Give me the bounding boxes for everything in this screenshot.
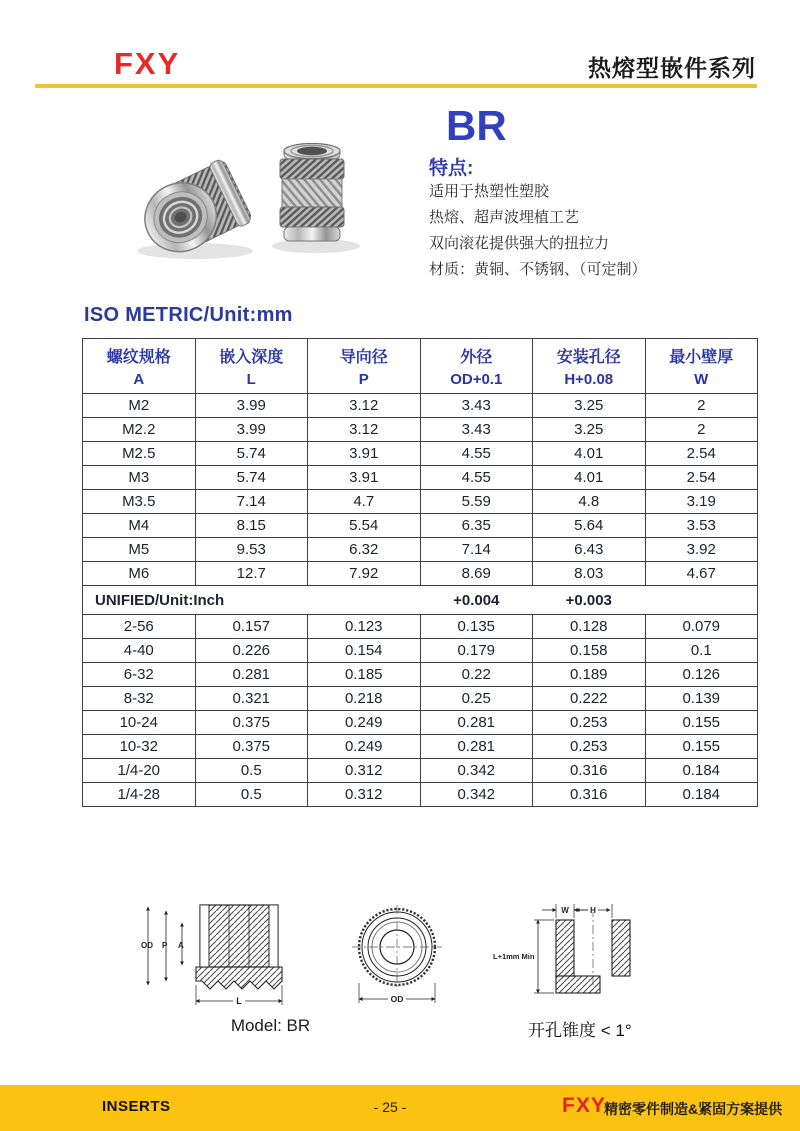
table-cell: 10-24 <box>83 711 196 735</box>
dim-label-od: OD <box>141 941 153 950</box>
table-cell: 0.342 <box>420 759 533 783</box>
feature-item: 双向滚花提供强大的扭拉力 <box>429 235 610 252</box>
table-cell: 0.218 <box>308 687 421 711</box>
drawing-caption-model: Model: BR <box>230 1016 311 1035</box>
table-row <box>83 711 758 735</box>
table-cell: 3.12 <box>308 394 421 418</box>
table-cell: 5.64 <box>533 514 646 538</box>
table-cell: 6.43 <box>533 538 646 562</box>
table-row <box>83 490 758 514</box>
dim-label-l: L <box>236 996 242 1006</box>
table-cell: 3.91 <box>308 466 421 490</box>
table-cell: 0.126 <box>645 663 758 687</box>
column-header: 外径 OD+0.1 <box>420 339 533 394</box>
table-cell: 2.54 <box>645 442 758 466</box>
column-header: 螺纹规格 A <box>83 339 196 394</box>
table-cell: 0.184 <box>645 759 758 783</box>
table-cell: 3.25 <box>533 418 646 442</box>
table-cell: 6.35 <box>420 514 533 538</box>
drawing-caption-taper: 开孔锥度 < 1° <box>528 1021 632 1040</box>
table-cell: 0.281 <box>420 735 533 759</box>
table-row <box>83 663 758 687</box>
table-cell: 4-40 <box>83 639 196 663</box>
table-cell: 0.158 <box>533 639 646 663</box>
table-cell: 0.253 <box>533 735 646 759</box>
table-cell: 0.226 <box>195 639 308 663</box>
table-row <box>83 687 758 711</box>
table-cell: 3.43 <box>420 394 533 418</box>
table-cell: 0.135 <box>420 615 533 639</box>
footer-bar <box>0 1085 800 1131</box>
series-title: 热熔型嵌件系列 <box>588 55 756 81</box>
table-cell: 0.316 <box>533 783 646 807</box>
unified-h-tolerance: +0.003 <box>533 586 646 615</box>
table-cell: 0.184 <box>645 783 758 807</box>
table-row <box>83 639 758 663</box>
table-cell: 8.03 <box>533 562 646 586</box>
table-cell: 4.55 <box>420 442 533 466</box>
table-cell: 0.189 <box>533 663 646 687</box>
table-cell: 3.19 <box>645 490 758 514</box>
table-row <box>83 735 758 759</box>
table-cell: 0.185 <box>308 663 421 687</box>
table-cell: 3.99 <box>195 418 308 442</box>
table-cell: 0.1 <box>645 639 758 663</box>
table-cell: 0.22 <box>420 663 533 687</box>
table-cell: 1/4-28 <box>83 783 196 807</box>
table-cell: 0.249 <box>308 735 421 759</box>
dim-label-w: W <box>561 906 569 915</box>
dim-label-p: P <box>162 941 168 950</box>
table-cell: 0.312 <box>308 759 421 783</box>
dim-label-h: H <box>590 906 596 915</box>
table-cell: M3.5 <box>83 490 196 514</box>
table-cell: 0.375 <box>195 735 308 759</box>
table-cell: 4.8 <box>533 490 646 514</box>
table-cell: 2-56 <box>83 615 196 639</box>
table-cell: 3.12 <box>308 418 421 442</box>
table-cell: 7.14 <box>195 490 308 514</box>
table-cell: 0.222 <box>533 687 646 711</box>
table-cell: 4.7 <box>308 490 421 514</box>
table-cell: 0.154 <box>308 639 421 663</box>
unified-od-tolerance: +0.004 <box>420 586 533 615</box>
feature-item: 适用于热塑性塑胶 <box>429 183 550 200</box>
table-cell: 7.92 <box>308 562 421 586</box>
table-cell: 2 <box>645 394 758 418</box>
column-header: 导向径 P <box>308 339 421 394</box>
table-cell: 3.99 <box>195 394 308 418</box>
footer-brand-logo: FXY <box>562 1094 606 1117</box>
features-list <box>429 179 647 283</box>
footer-tagline: 精密零件制造&紧固方案提供 <box>604 1101 783 1117</box>
table-cell: M4 <box>83 514 196 538</box>
table-cell: 8.15 <box>195 514 308 538</box>
table-row <box>83 783 758 807</box>
section-title-metric: ISO METRIC/Unit:mm <box>84 304 293 326</box>
table-header-row <box>83 339 758 394</box>
table-cell: 5.74 <box>195 466 308 490</box>
page-number: - 25 - <box>373 1099 407 1115</box>
feature-item: 热熔、超声波埋植工艺 <box>429 209 580 226</box>
table-cell: 9.53 <box>195 538 308 562</box>
table-cell: 3.43 <box>420 418 533 442</box>
table-cell: 4.01 <box>533 466 646 490</box>
insert-photo-right <box>280 144 344 242</box>
table-row <box>83 562 758 586</box>
table-row <box>83 759 758 783</box>
table-cell: 7.14 <box>420 538 533 562</box>
table-cell: M6 <box>83 562 196 586</box>
table-cell: 0.281 <box>195 663 308 687</box>
table-cell: 6-32 <box>83 663 196 687</box>
table-row <box>83 418 758 442</box>
unified-section-row <box>83 586 758 615</box>
column-header: 嵌入深度 L <box>195 339 308 394</box>
table-cell: 3.91 <box>308 442 421 466</box>
table-cell: 5.74 <box>195 442 308 466</box>
table-cell: 5.54 <box>308 514 421 538</box>
table-cell: 4.55 <box>420 466 533 490</box>
table-row <box>83 442 758 466</box>
table-cell: 12.7 <box>195 562 308 586</box>
table-cell: 3.53 <box>645 514 758 538</box>
feature-item: 材质：黄铜、不锈钢、（可定制） <box>429 261 647 278</box>
table-cell: 0.342 <box>420 783 533 807</box>
table-cell: 2 <box>645 418 758 442</box>
table-row <box>83 514 758 538</box>
table-cell: 0.155 <box>645 735 758 759</box>
dim-label-a: A <box>178 941 184 950</box>
table-cell: 0.157 <box>195 615 308 639</box>
column-header: 最小壁厚 W <box>645 339 758 394</box>
table-cell: 0.321 <box>195 687 308 711</box>
table-cell: 0.312 <box>308 783 421 807</box>
table-cell: 0.253 <box>533 711 646 735</box>
unified-empty-cell <box>645 586 758 615</box>
dim-label-od-front: OD <box>390 994 404 1004</box>
front-view-drawing <box>350 905 445 1008</box>
table-cell: M2.5 <box>83 442 196 466</box>
side-view-drawing <box>138 893 313 1013</box>
table-cell: 0.123 <box>308 615 421 639</box>
section-view-drawing <box>492 898 657 1008</box>
brand-logo: FXY <box>114 46 181 81</box>
table-cell: M2.2 <box>83 418 196 442</box>
table-cell: 2.54 <box>645 466 758 490</box>
table-cell: 4.67 <box>645 562 758 586</box>
table-cell: 0.079 <box>645 615 758 639</box>
product-model: BR <box>446 102 507 149</box>
features-title: 特点: <box>429 158 474 179</box>
table-row <box>83 466 758 490</box>
table-cell: 0.179 <box>420 639 533 663</box>
table-cell: 0.139 <box>645 687 758 711</box>
table-cell: 0.249 <box>308 711 421 735</box>
table-row <box>83 538 758 562</box>
table-cell: 8.69 <box>420 562 533 586</box>
table-cell: 5.59 <box>420 490 533 514</box>
table-cell: M2 <box>83 394 196 418</box>
table-cell: 3.92 <box>645 538 758 562</box>
table-cell: 0.281 <box>420 711 533 735</box>
table-row <box>83 615 758 639</box>
footer-category: INSERTS <box>102 1098 171 1115</box>
header-rule <box>35 84 757 88</box>
dim-label-lmin: L+1mm Min <box>493 952 535 961</box>
table-cell: 0.128 <box>533 615 646 639</box>
table-cell: 1/4-20 <box>83 759 196 783</box>
table-cell: 0.5 <box>195 783 308 807</box>
table-cell: 8-32 <box>83 687 196 711</box>
table-cell: 0.316 <box>533 759 646 783</box>
table-cell: 6.32 <box>308 538 421 562</box>
table-row <box>83 394 758 418</box>
table-cell: 10-32 <box>83 735 196 759</box>
table-cell: M3 <box>83 466 196 490</box>
table-cell: 4.01 <box>533 442 646 466</box>
table-cell: 0.25 <box>420 687 533 711</box>
table-cell: M5 <box>83 538 196 562</box>
product-photo <box>120 115 420 290</box>
table-cell: 3.25 <box>533 394 646 418</box>
column-header: 安装孔径 H+0.08 <box>533 339 646 394</box>
table-cell: 0.5 <box>195 759 308 783</box>
unified-label: UNIFIED/Unit:Inch <box>83 586 421 615</box>
table-cell: 0.155 <box>645 711 758 735</box>
table-cell: 0.375 <box>195 711 308 735</box>
spec-table <box>82 338 758 807</box>
